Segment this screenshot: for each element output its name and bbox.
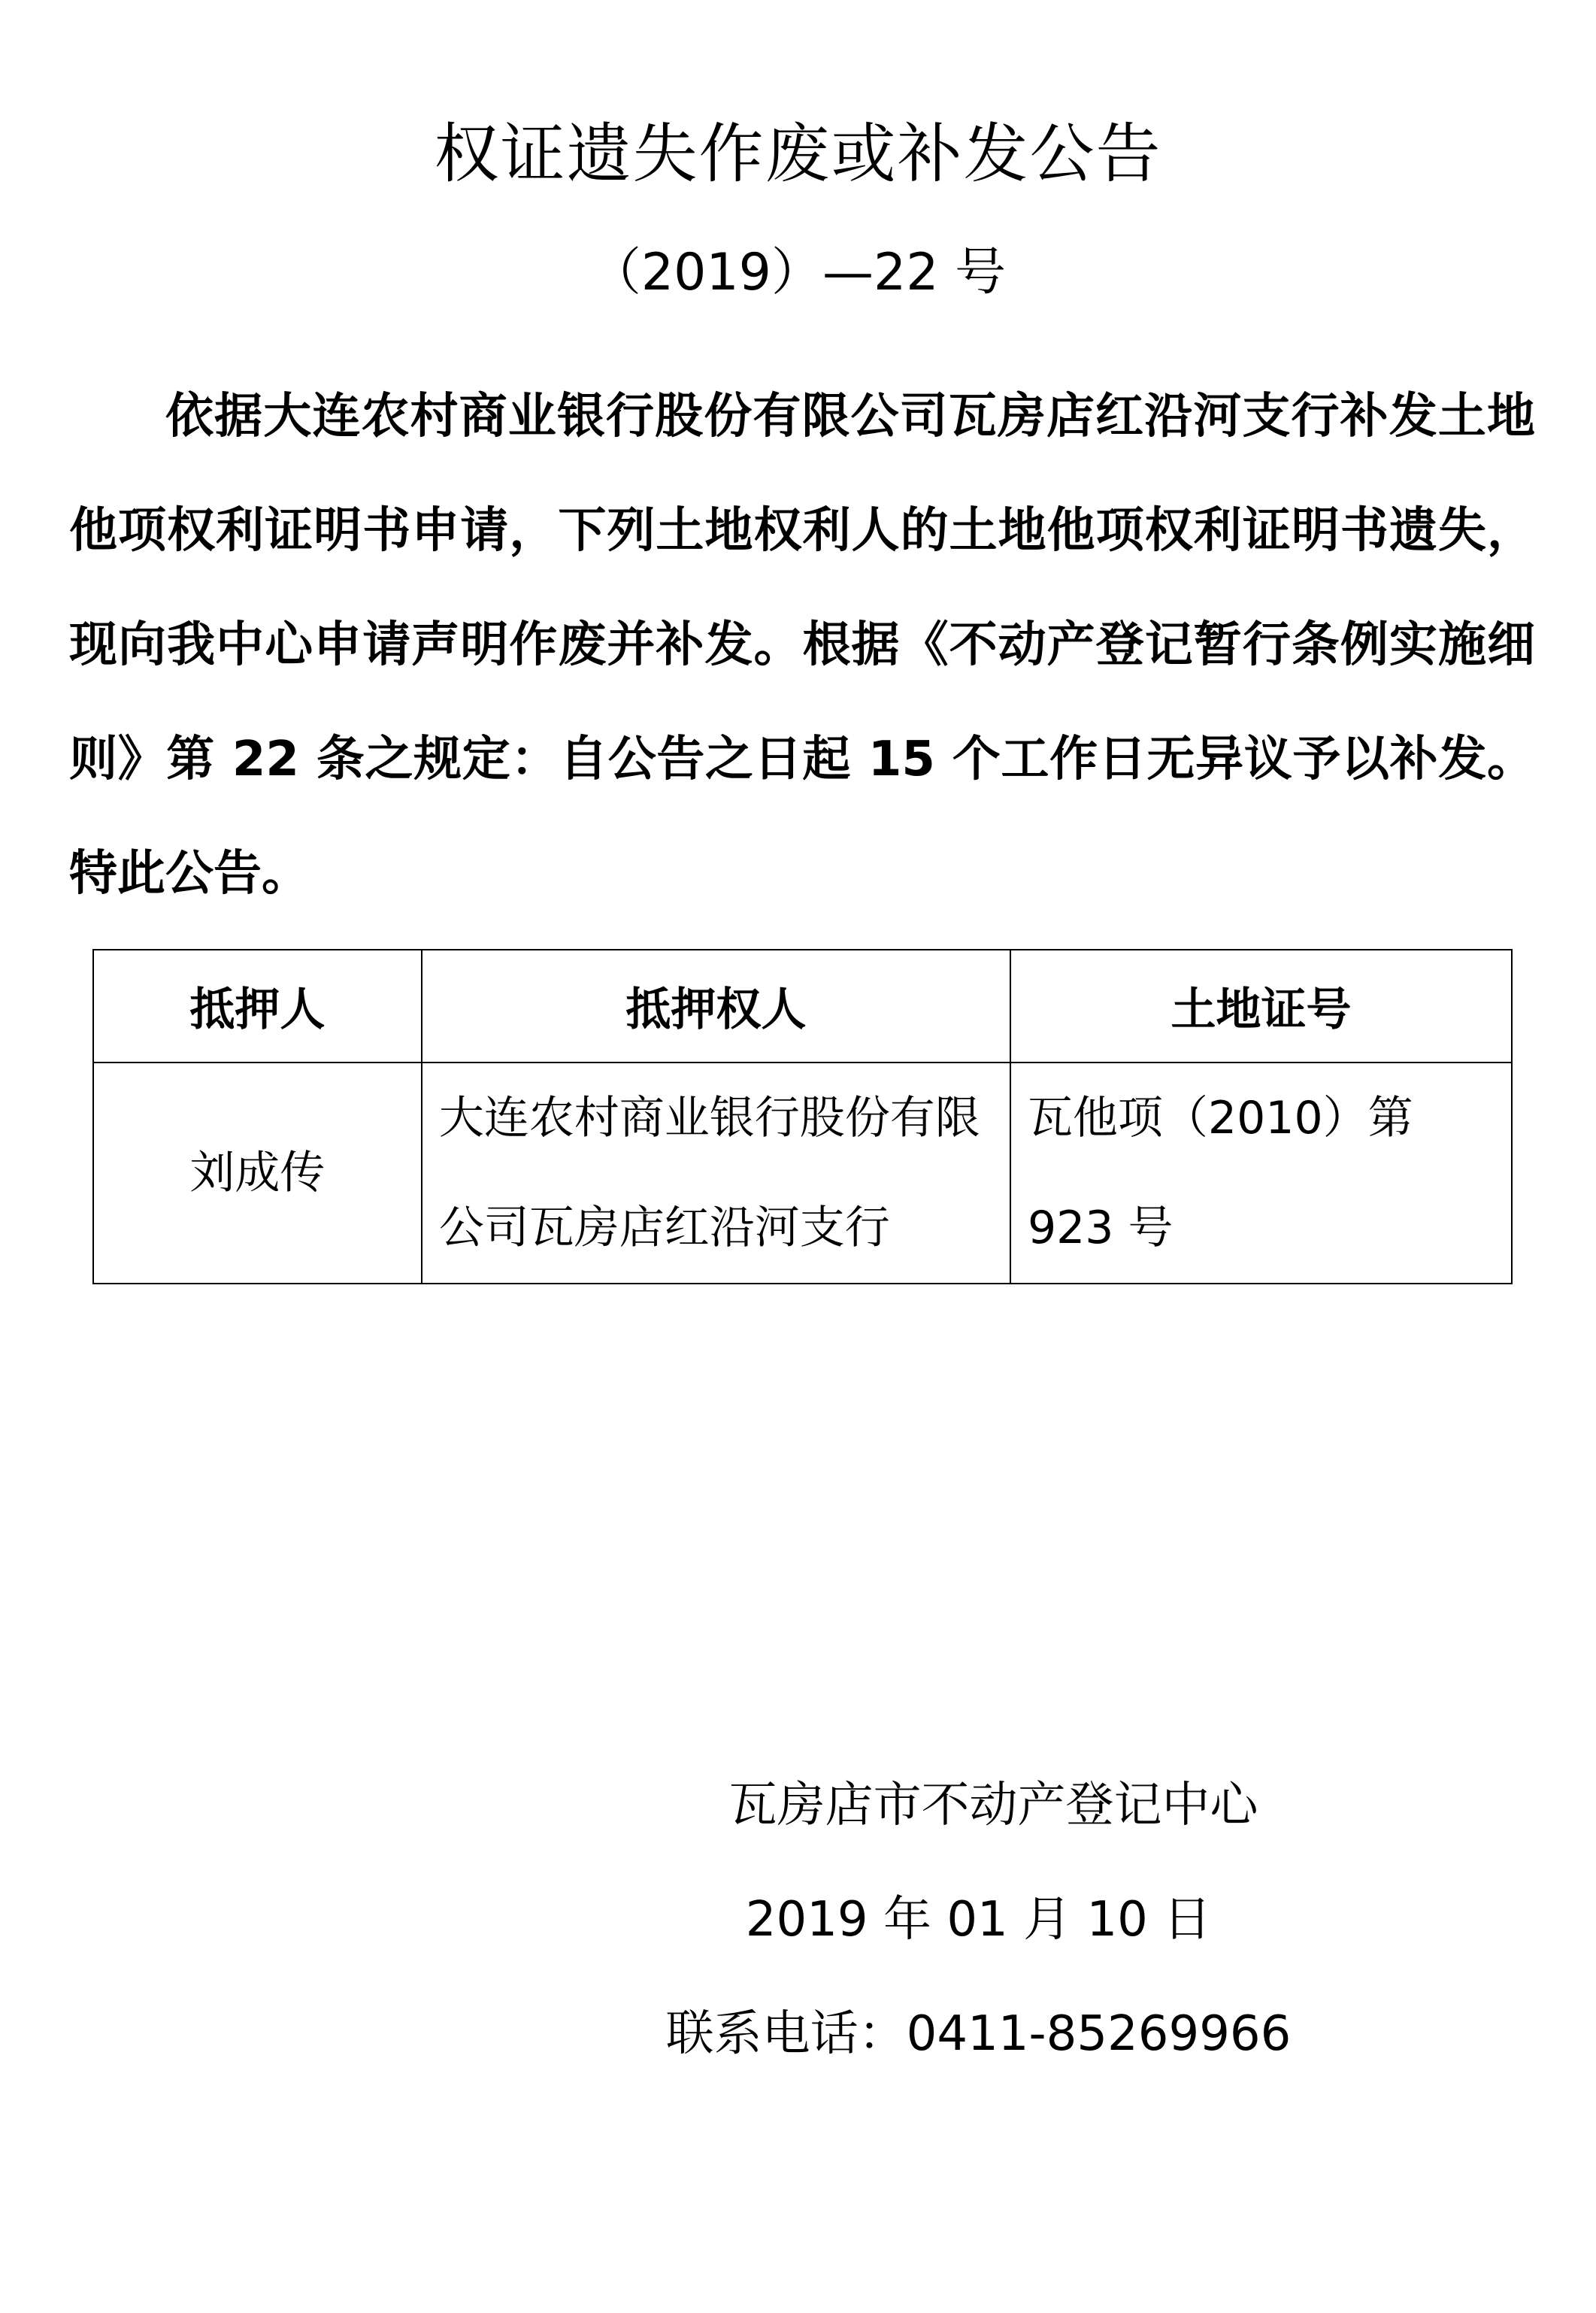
contact-phone: 联系电话：0411-85269966	[665, 2006, 1292, 2062]
table-header-row	[93, 950, 1512, 1063]
cell-mortgagor: 刘成传	[93, 1063, 422, 1284]
document-number: （2019）—22 号	[589, 243, 1007, 302]
notice-title: 权证遗失作废或补发公告	[434, 117, 1162, 192]
header-land-cert-no: 土地证号	[1010, 950, 1512, 1063]
issue-date: 2019 年 01 月 10 日	[745, 1892, 1212, 1948]
cell-mortgagee: 大连农村商业银行股份有限公司瓦房店红沿河支行	[422, 1063, 1010, 1284]
certificate-table	[92, 949, 1513, 1284]
header-mortgagor: 抵押人	[93, 950, 422, 1063]
notice-body: 依据大连农村商业银行股份有限公司瓦房店红沿河支行补发土地他项权利证明书申请，下列土地权利人的土地他项权利证明书遗失，现向我中心申请声明作废并补发。根据《不动产登记暂行条例实施细则》第 22 条之规定：自公告之日起 15 个工作日无异议予以补发。特此公告。	[69, 389, 1535, 902]
table-row	[93, 1063, 1512, 1284]
header-mortgagee: 抵押权人	[422, 950, 1010, 1063]
cell-land-cert-no: 瓦他项（2010）第 923 号	[1010, 1063, 1512, 1284]
issuing-organization: 瓦房店市不动产登记中心	[728, 1778, 1258, 1833]
